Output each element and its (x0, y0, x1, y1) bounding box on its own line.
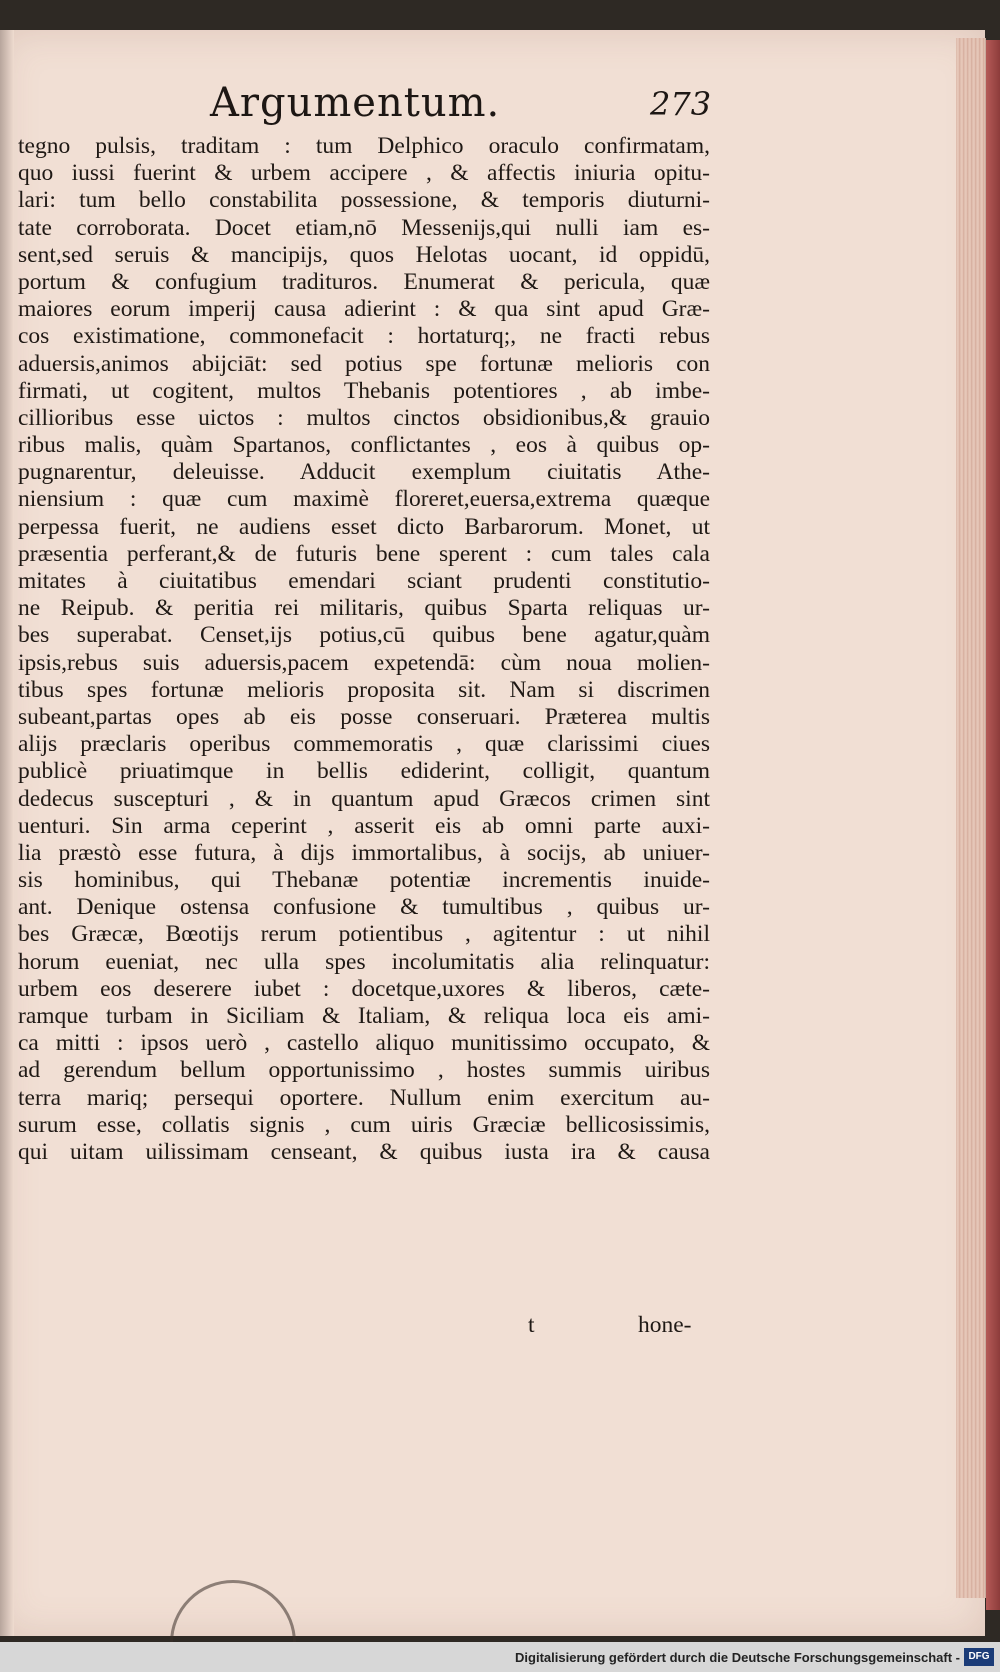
digitization-footer (0, 1642, 1000, 1672)
running-title: Argumentum. (210, 80, 501, 126)
text-line: terra mariq; persequi oportere. Nullum enim exercitum au- (18, 1084, 710, 1111)
page-header (0, 80, 985, 130)
text-line: quo iussi fuerint & urbem accipere , & affectis iniuria opitu- (18, 160, 710, 187)
text-line: qui uitam uilissimam censeant, & quibus iusta ira & causa (18, 1138, 710, 1165)
body-text (18, 133, 710, 1166)
page-gutter (0, 30, 14, 1636)
text-line: perpessa fuerit, ne audiens esset dicto Barbarorum. Monet, ut (18, 513, 710, 540)
text-line: cillioribus esse uictos : multos cinctos obsidionibus,& grauio (18, 404, 710, 431)
text-line: mitates à ciuitatibus emendari sciant prudenti constitutio- (18, 568, 710, 594)
text-line: ribus malis, quàm Spartanos, conflictantes , eos à quibus op- (18, 432, 710, 459)
text-line: maiores eorum imperij causa adierint : & qua sint apud Græ- (18, 296, 710, 323)
text-line: firmati, ut cogitent, multos Thebanis potentiores , ab imbe- (18, 377, 710, 404)
text-line: portum & confugium tradituros. Enumerat & pericula, quæ (18, 268, 710, 295)
text-line: bes Græcæ, Bœotijs rerum potientibus , agitentur : ut nihil (18, 921, 710, 948)
text-line: bes superabat. Censet,ijs potius,cū quibus bene agatur,quàm (18, 622, 710, 649)
text-line: sent,sed seruis & mancipijs, quos Helotas uocant, id oppidū, (18, 241, 710, 268)
funding-credit: Digitalisierung gefördert durch die Deutsche Forschungsgemeinschaft - (515, 1650, 960, 1665)
page-number: 273 (650, 85, 712, 123)
text-line: alijs præclaris operibus commemoratis , quæ clarissimi ciues (18, 731, 710, 758)
text-line: tibus spes fortunæ melioris proposita sit. Nam si discrimen (18, 676, 710, 703)
text-line: lari: tum bello constabilita possessione, & temporis diuturni- (18, 187, 710, 214)
text-line: uenturi. Sin arma ceperint , asserit eis ab omni parte auxi- (18, 812, 710, 839)
text-line: præsentia perferant,& de futuris bene sperent : cum tales cala (18, 540, 710, 567)
text-line: tate corroborata. Docet etiam,nō Messenijs,qui nulli iam es- (18, 214, 710, 241)
catchword: hone- (638, 1312, 692, 1338)
page-edges (956, 38, 986, 1598)
text-line: surum esse, collatis signis , cum uiris Græciæ bellicosissimis, (18, 1111, 710, 1138)
text-line: ramque turbam in Siciliam & Italiam, & reliqua loca eis ami- (18, 1003, 710, 1029)
page-foot-marks (18, 1312, 710, 1342)
text-line: publicè priuatimque in bellis ediderint, colligit, quantum (18, 758, 710, 785)
text-line: dedecus suscepturi , & in quantum apud Græcos crimen sint (18, 785, 710, 812)
text-line: horum eueniat, nec ulla spes incolumitatis alia relinquatur: (18, 948, 710, 975)
text-line: tegno pulsis, traditam : tum Delphico oraculo confirmatam, (18, 133, 710, 159)
text-line: ant. Denique ostensa confusione & tumultibus , quibus ur- (18, 894, 710, 921)
text-line: ca mitti : ipsos uerò , castello aliquo munitissimo occupato, & (18, 1030, 710, 1057)
text-line: aduersis,animos abijciāt: sed potius spe fortunæ melioris con (18, 350, 710, 377)
text-line: ipsis,rebus suis aduersis,pacem expetendā: cùm noua molien- (18, 649, 710, 676)
text-line: ne Reipub. & peritia rei militaris, quibus Sparta reliquas ur- (18, 595, 710, 622)
text-line: subeant,partas opes ab eis posse conseruari. Præterea multis (18, 703, 710, 730)
book-cover-edge (986, 40, 1000, 1610)
text-line: pugnarentur, deleuisse. Adducit exemplum ciuitatis Athe- (18, 459, 710, 486)
text-line: ad gerendum bellum opportunissimo , hostes summis uiribus (18, 1057, 710, 1084)
text-line: urbem eos deserere iubet : docetque,uxores & liberos, cæte- (18, 975, 710, 1002)
text-line: lia præstò esse futura, à dijs immortalibus, à socijs, ab uniuer- (18, 839, 710, 866)
text-line: cos existimatione, commonefacit : hortaturq;, ne fracti rebus (18, 323, 710, 350)
signature-mark: t (528, 1312, 535, 1338)
text-line: niensium : quæ cum maximè floreret,euersa,extrema quæque (18, 486, 710, 513)
dfg-logo: DFG (964, 1648, 994, 1666)
text-line: sis hominibus, qui Thebanæ potentiæ incrementis inuide- (18, 867, 710, 894)
